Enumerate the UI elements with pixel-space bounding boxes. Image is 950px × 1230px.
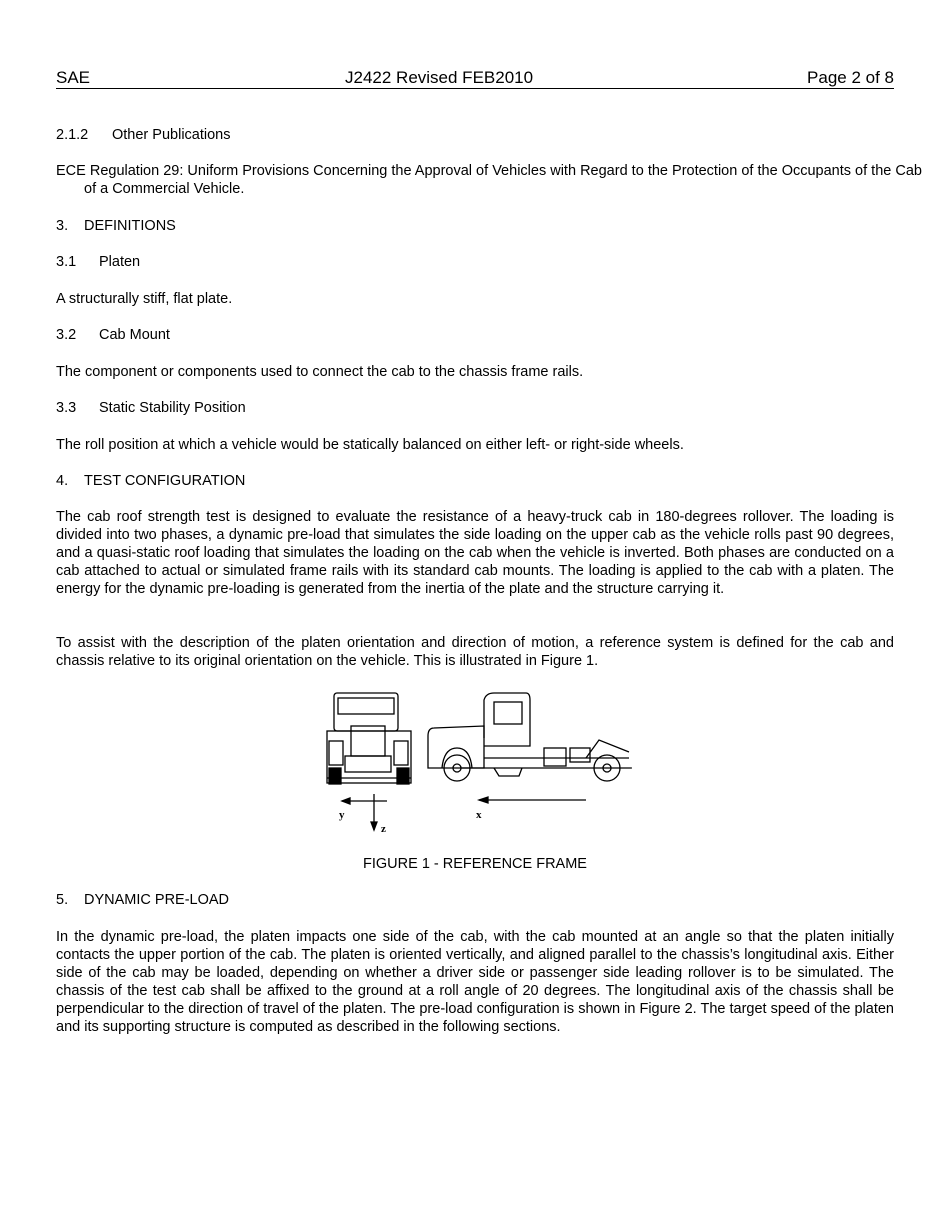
section-number: 3.3 [56,400,77,416]
section-4-heading [56,472,894,490]
header-org: SAE [56,68,91,87]
section-number: 5. [56,892,69,908]
section-5-paragraph-1: In the dynamic pre-load, the platen impacts one side of the cab, with the cab mounted at an angle so that the platen initially contacts the upper portion of the cab. The platen is oriented vertically, and aligned parallel to the chassis’s longitudinal axis. Either side of the cab may be loaded, depending on whether a driver side or passenger side leading rollover is to be simulated. The chassis of the test cab shall be affixed to the ground at a roll angle of 20 degrees. The longitudinal axis of the chassis shall be perpendicular to the direction of travel of the platen. The pre-load configuration is shown in Figure 2. The target speed of the platen and its supporting structure is computed as described in the following sections. [56,929,894,1035]
section-3-2-heading [56,326,894,344]
section-2-1-2-heading [56,126,894,144]
page-header [56,68,894,89]
section-number: 3.1 [56,254,77,270]
section-number: 3.2 [56,327,77,343]
truck-side-view [428,693,632,781]
section-title: Other Publications [112,127,231,143]
section-3-1-heading [56,253,894,271]
section-3-2-text: The component or components used to connect the cab to the chassis frame rails. [56,364,584,380]
section-number: 4. [56,473,69,489]
header-doc-id: J2422 Revised FEB2010 [345,68,534,87]
axis-z-arrow [371,794,377,830]
figure-caption: FIGURE 1 - REFERENCE FRAME [363,856,587,872]
section-title: DEFINITIONS [84,218,176,234]
axis-x-label: x [476,809,482,821]
axis-y-label: y [339,809,345,821]
section-number: 3. [56,218,69,234]
section-4-paragraph-2: To assist with the description of the platen orientation and direction of motion, a reference system is defined for the cab and chassis relative to its original orientation on the vehicle. This is illustrated in Figure 1. [56,635,894,669]
truck-front-view [327,693,411,784]
section-3-1-text: A structurally stiff, flat plate. [56,291,233,307]
section-number: 2.1.2 [56,127,89,143]
section-title: TEST CONFIGURATION [84,473,246,489]
ece-regulation-reference: ECE Regulation 29: Uniform Provisions Concerning the Approval of Vehicles with Regard to the Protection of the Occupants of the Cab of a Commercial Vehicle. [56,163,922,197]
section-4-paragraph-1: The cab roof strength test is designed to evaluate the resistance of a heavy-truck cab in 180-degrees rollover. The loading is divided into two phases, a dynamic pre-load that simulates the side loading on the upper cab as the vehicle rolls past 90 degrees, and a quasi-static roof loading that simulates the loading on the cab when the vehicle is inverted. Both phases are conducted on a cab attached to actual or simulated frame rails with its standard cab mounts. The loading is applied to the cab with a platen. The energy for the dynamic pre-loading is generated from the inertia of the plate and the structure carrying it. [56,509,894,597]
section-3-3-heading [56,399,894,417]
section-3-heading [56,217,894,235]
section-title: Cab Mount [99,327,170,343]
axis-y-arrow [342,798,387,804]
section-5-heading [56,891,894,909]
section-3-3-text: The roll position at which a vehicle would be statically balanced on either left- or right-side wheels. [56,437,684,453]
section-title: Static Stability Position [99,400,246,416]
section-title: DYNAMIC PRE-LOAD [84,892,230,908]
header-page-number: Page 2 of 8 [807,68,894,87]
axis-x-arrow [479,797,586,803]
reference-frame-figure [324,688,634,838]
axis-z-label: z [381,823,386,835]
section-title: Platen [99,254,141,270]
